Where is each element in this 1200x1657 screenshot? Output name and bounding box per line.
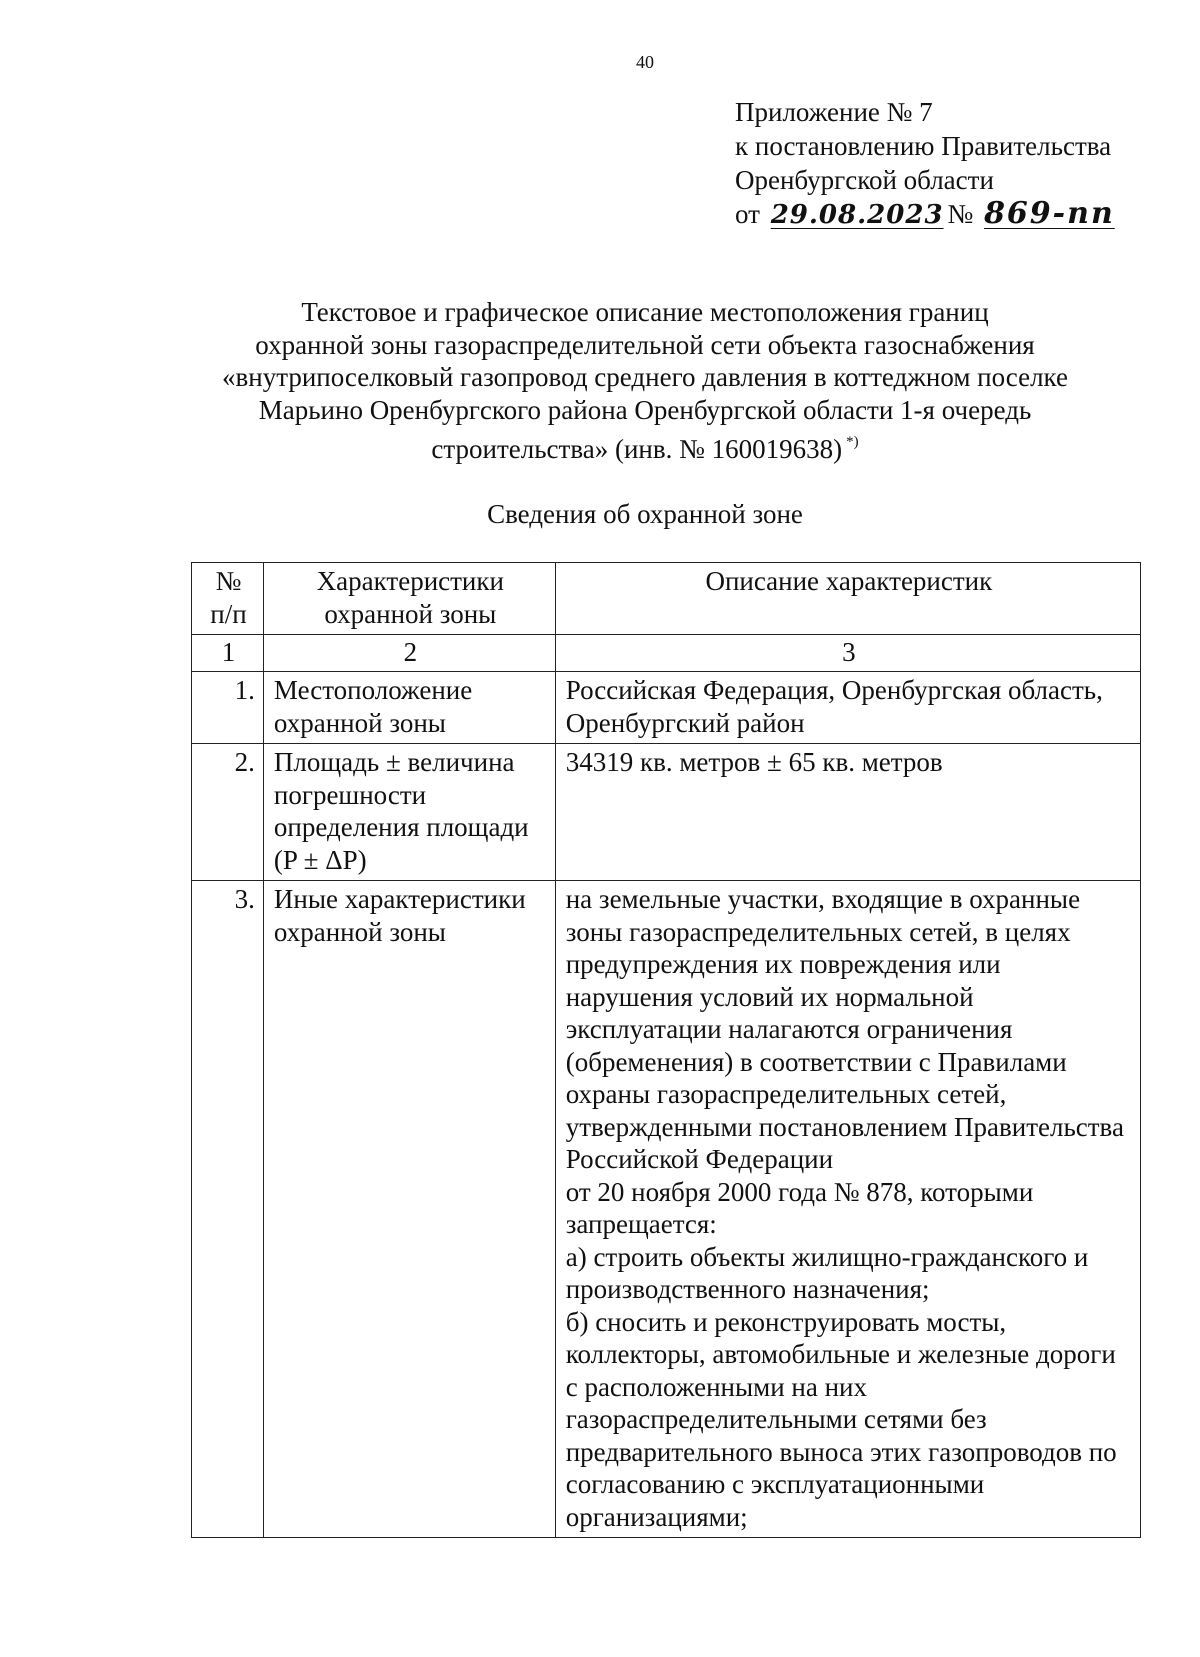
column-number: 2 [263, 635, 555, 672]
description-paragraph: а) строить объекты жилищно-гражданского и производственного назначения; [565, 1241, 1089, 1304]
row-number: 1. [192, 672, 264, 744]
title-line-last [180, 426, 1110, 466]
row-characteristic: Иные характеристики охранной зоны [263, 881, 555, 1538]
appendix-line-1: Приложение № 7 [735, 97, 933, 127]
from-prefix: от [735, 199, 760, 229]
title-line: Марьино Оренбургского района Оренбургской области 1-я очередь [258, 394, 1032, 425]
column-number: 1 [192, 635, 264, 672]
appendix-line-2: к постановлению Правительства [735, 131, 1112, 161]
column-number-row [192, 635, 1141, 672]
title-line: Текстовое и графическое описание местоположения границ [301, 297, 989, 327]
zone-info-table [191, 562, 1141, 1538]
appendix-line-3: Оренбургской области [735, 165, 994, 195]
table-row [192, 744, 1141, 881]
number-label: № [947, 199, 974, 229]
table-row [192, 672, 1141, 744]
footnote-mark: *) [846, 434, 859, 450]
header-number: № п/п [192, 563, 264, 635]
document-title [180, 296, 1110, 466]
description-paragraph: на земельные участки, входящие в охранные зоны газораспределительных сетей, в целях предупреждения их повреждения или нарушения условий их нормальной эксплуатации налагаются ограничения (обременения) в соответствии с Правилами охраны газораспределительных сетей, утвержденными постановлением Правительства Российской Федерации [565, 884, 1124, 1174]
appendix-line-4 [735, 197, 1129, 232]
row-number: 2. [192, 744, 264, 881]
row-description [555, 881, 1140, 1538]
row-description: Российская Федерация, Оренбургская область, Оренбургский район [555, 672, 1140, 744]
appendix-block [735, 95, 1129, 232]
row-description: 34319 кв. метров ± 65 кв. метров [555, 744, 1140, 881]
column-number: 3 [555, 635, 1140, 672]
title-line: «внутрипоселковый газопровод среднего давления в коттеджном поселке [222, 362, 1068, 392]
page-number: 40 [636, 52, 654, 72]
title-line: охранной зоны газораспределительной сети объекта газоснабжения [255, 329, 1035, 360]
title-line: строительства» (инв. № 160019638) [431, 434, 843, 464]
row-characteristic: Площадь ± величина погрешности определения площади (P ± ΔP) [263, 744, 555, 881]
table-row [192, 881, 1141, 1538]
header-description: Описание характеристик [555, 563, 1140, 635]
handwritten-number: 869-пп [984, 196, 1115, 231]
table-header-row [192, 563, 1141, 635]
header-characteristic: Характеристики охранной зоны [263, 563, 555, 635]
section-subtitle: Сведения об охранной зоне [487, 499, 803, 529]
handwritten-date: 29.08.2023 [770, 200, 944, 230]
description-paragraph: б) сносить и реконструировать мосты, коллекторы, автомобильные и железные дороги с расположенными на них газораспределительными сетями без предварительного выноса этих газопроводов по согласованию с эксплуатационными организациями; [565, 1306, 1117, 1532]
row-number: 3. [192, 881, 264, 1538]
row-characteristic: Местоположение охранной зоны [263, 672, 555, 744]
description-paragraph: от 20 ноября 2000 года № 878, которыми запрещается: [565, 1176, 1034, 1239]
